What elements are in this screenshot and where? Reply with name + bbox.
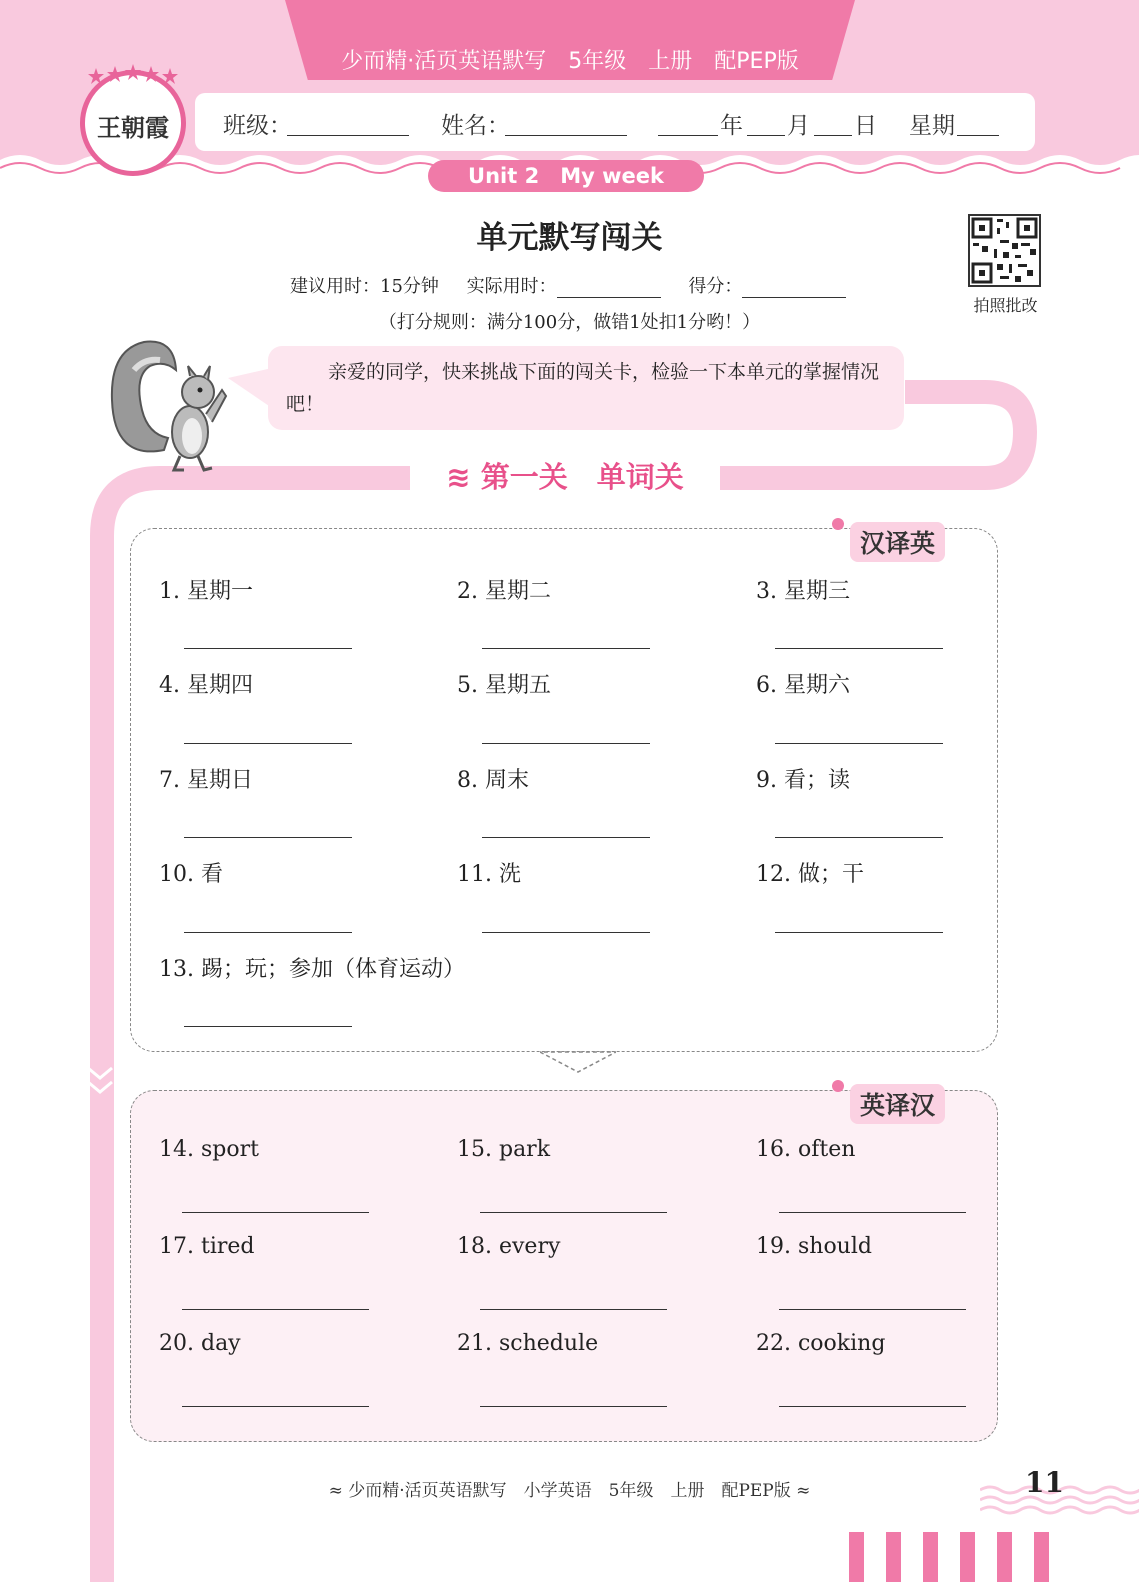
question-item: 11. 洗	[457, 862, 521, 887]
actual-time-field[interactable]	[557, 281, 661, 298]
page-number: 11	[1025, 1466, 1064, 1499]
answer-line[interactable]	[482, 648, 650, 649]
month-field[interactable]	[747, 135, 785, 136]
footer-stripe	[886, 1532, 901, 1582]
question-item: 8. 周末	[457, 768, 529, 793]
weekday-label: 星期	[909, 113, 955, 139]
answer-line[interactable]	[482, 837, 650, 838]
footer-stripe	[923, 1532, 938, 1582]
question-item: 21. schedule	[457, 1331, 599, 1356]
class-label: 班级：	[223, 113, 292, 139]
answer-line[interactable]	[480, 1309, 667, 1310]
question-item: 18. every	[457, 1234, 561, 1259]
score-field[interactable]	[742, 281, 846, 298]
answer-line[interactable]	[480, 1212, 667, 1213]
answer-line[interactable]	[779, 1212, 966, 1213]
qr-code-icon[interactable]	[968, 214, 1041, 287]
answer-line[interactable]	[184, 1026, 352, 1027]
year-field[interactable]	[658, 135, 718, 136]
speech-bubble: 亲爱的同学，快来挑战下面的闯关卡，检验一下本单元的掌握情况吧！	[268, 346, 904, 430]
name-field[interactable]	[505, 135, 627, 136]
question-item: 15. park	[457, 1137, 551, 1162]
question-item: 12. 做；干	[756, 862, 864, 887]
answer-line[interactable]	[779, 1309, 966, 1310]
question-item: 9. 看；读	[756, 768, 850, 793]
answer-line[interactable]	[480, 1406, 667, 1407]
month-label: 月	[787, 113, 810, 139]
question-item: 20. day	[159, 1331, 241, 1356]
squirrel-icon	[104, 330, 228, 475]
unit-title: Unit 2 My week	[428, 160, 704, 192]
series-title: 少而精·活页英语默写 5年级 上册 配PEP版	[341, 49, 799, 74]
footer-stripe	[997, 1532, 1012, 1582]
weekday-field[interactable]	[957, 135, 999, 136]
scoring-rule: （打分规则：满分100分，做错1处扣1分哟！）	[378, 312, 761, 333]
question-item: 5. 星期五	[457, 673, 551, 698]
tag-chinese-to-english: 汉译英	[850, 522, 945, 562]
dot-icon	[830, 516, 846, 532]
answer-line[interactable]	[482, 932, 650, 933]
dot-icon	[830, 1078, 846, 1094]
question-item: 13. 踢；玩；参加（体育运动）	[159, 957, 465, 982]
answer-line[interactable]	[182, 1406, 369, 1407]
name-label: 姓名：	[441, 113, 510, 139]
panel-english-to-chinese	[130, 1090, 998, 1442]
tag-english-to-chinese: 英译汉	[850, 1084, 945, 1124]
footer-stripe	[849, 1532, 864, 1582]
question-item: 7. 星期日	[159, 768, 253, 793]
qr-label: 拍照批改	[973, 296, 1038, 315]
brand-name: 王朝霞	[97, 113, 169, 142]
answer-line[interactable]	[184, 743, 352, 744]
page-title: 单元默写闯关	[476, 220, 663, 256]
footer-text: ≈ 少而精·活页英语默写 小学英语 5年级 上册 配PEP版 ≈	[328, 1481, 811, 1501]
day-label: 日	[854, 113, 877, 139]
section-title-words: ≋ 第一关 单词关	[410, 455, 720, 499]
year-label: 年	[720, 113, 743, 139]
question-item: 19. should	[756, 1234, 872, 1259]
student-info-box	[195, 93, 1035, 151]
answer-line[interactable]	[775, 837, 943, 838]
day-field[interactable]	[814, 135, 852, 136]
question-item: 3. 星期三	[756, 579, 850, 604]
time-score-row	[290, 272, 846, 298]
actual-time-label: 实际用时：	[466, 276, 557, 297]
answer-line[interactable]	[184, 837, 352, 838]
suggested-time: 建议用时：15分钟	[290, 276, 439, 297]
answer-line[interactable]	[775, 743, 943, 744]
crown-stars-icon	[88, 64, 178, 88]
answer-line[interactable]	[779, 1406, 966, 1407]
answer-line[interactable]	[775, 932, 943, 933]
answer-line[interactable]	[184, 932, 352, 933]
answer-line[interactable]	[182, 1212, 369, 1213]
answer-line[interactable]	[775, 648, 943, 649]
answer-line[interactable]	[482, 743, 650, 744]
question-item: 10. 看	[159, 862, 223, 887]
question-item: 1. 星期一	[159, 579, 253, 604]
answer-line[interactable]	[182, 1309, 369, 1310]
question-item: 22. cooking	[756, 1331, 886, 1356]
score-label: 得分：	[688, 276, 743, 297]
question-item: 17. tired	[159, 1234, 255, 1259]
question-item: 14. sport	[159, 1137, 259, 1162]
answer-line[interactable]	[184, 648, 352, 649]
footer-stripe	[1034, 1532, 1049, 1582]
question-item: 4. 星期四	[159, 673, 253, 698]
footer-stripe	[960, 1532, 975, 1582]
question-item: 2. 星期二	[457, 579, 551, 604]
question-item: 16. often	[756, 1137, 856, 1162]
question-item: 6. 星期六	[756, 673, 850, 698]
class-field[interactable]	[287, 135, 409, 136]
